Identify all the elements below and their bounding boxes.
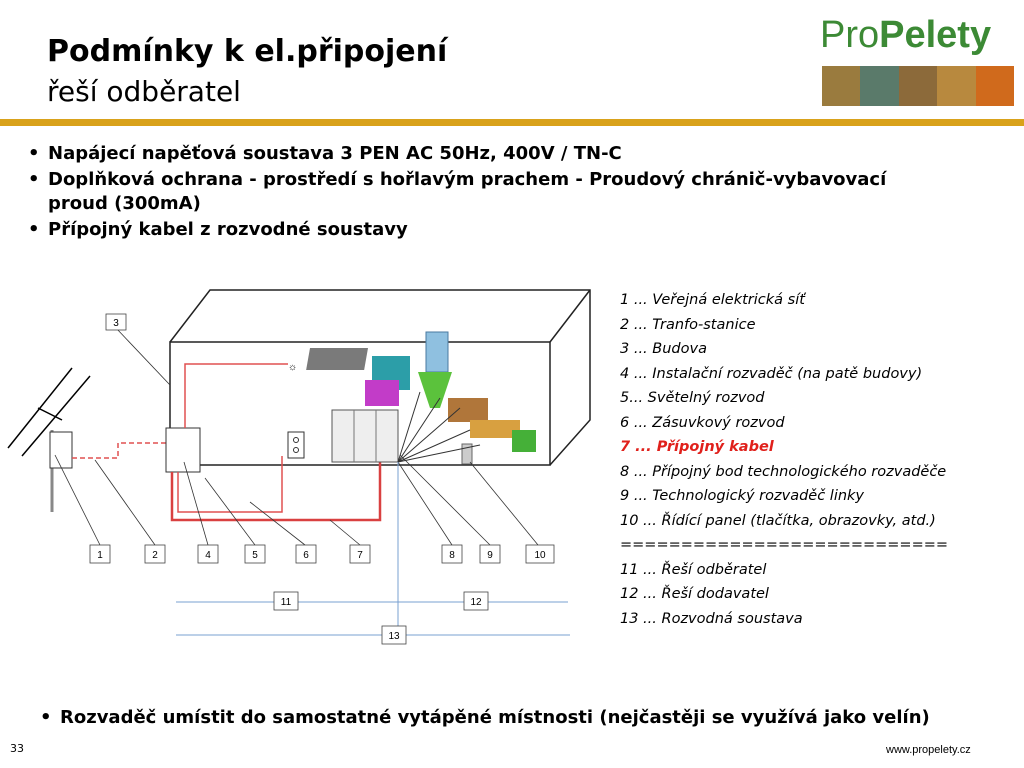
technology-cabinet bbox=[332, 410, 398, 462]
label-10: 10 bbox=[534, 550, 546, 561]
bullet-item: • Přípojný kabel z rozvodné soustavy bbox=[26, 218, 946, 242]
legend-item: 3 ... Budova bbox=[620, 341, 707, 357]
logo-photo-machine bbox=[860, 66, 898, 106]
distribution-box bbox=[166, 428, 200, 472]
label-6: 6 bbox=[303, 550, 309, 561]
page-number: 33 bbox=[10, 742, 24, 755]
logo-photo-fire bbox=[976, 66, 1014, 106]
diagram-legend bbox=[620, 288, 1020, 631]
legend-item: 4 ... Instalační rozvaděč (na patě budovy) bbox=[620, 365, 923, 382]
website-url: www.propelety.cz bbox=[886, 744, 971, 756]
label-9: 9 bbox=[487, 550, 493, 561]
bottom-bullet: • Rozvaděč umístit do samostatné vytápěné místnosti (nejčastěji se využívá jako velín) bbox=[40, 706, 1010, 730]
label-11: 11 bbox=[280, 597, 292, 608]
propelety-logo bbox=[820, 12, 1016, 108]
label-13: 13 bbox=[388, 631, 400, 642]
logo-pro: Pro bbox=[820, 14, 880, 56]
connection-diagram bbox=[0, 280, 600, 650]
logo-photo-strip bbox=[822, 66, 1014, 106]
legend-item: 8 ... Přípojný bod technologického rozvaděče bbox=[620, 463, 947, 480]
label-1: 1 bbox=[97, 550, 103, 561]
slide-subtitle: řeší odběratel bbox=[47, 75, 241, 108]
legend-separator: =========================== bbox=[620, 537, 949, 553]
bullet-item: • Doplňková ochrana - prostředí s hořlavým prachem - Proudový chránič-vybavovací proud (300mA) bbox=[26, 168, 946, 216]
legend-item: 1 ... Veřejná elektrická síť bbox=[620, 292, 805, 308]
logo-pelety: Pelety bbox=[879, 14, 992, 56]
label-2: 2 bbox=[152, 550, 158, 561]
bullet-list bbox=[26, 142, 946, 244]
socket-icon bbox=[288, 432, 304, 458]
legend-item-highlighted: 7 ... Přípojný kabel bbox=[620, 439, 774, 455]
label-3: 3 bbox=[113, 318, 119, 329]
transformer-box bbox=[50, 432, 72, 468]
legend-item: 9 ... Technologický rozvaděč linky bbox=[620, 488, 865, 504]
legend-item: 12 ... Řeší dodavatel bbox=[620, 586, 769, 602]
logo-photo-wood bbox=[937, 66, 975, 106]
legend-item: 11 ... Řeší odběratel bbox=[620, 561, 767, 578]
legend-item: 6 ... Zásuvkový rozvod bbox=[620, 414, 785, 431]
legend-item: 2 ... Tranfo-stanice bbox=[620, 316, 756, 333]
bullet-item: • Napájecí napěťová soustava 3 PEN AC 50Hz, 400V / TN-C bbox=[26, 142, 946, 166]
label-5: 5 bbox=[252, 550, 258, 561]
label-4: 4 bbox=[205, 550, 211, 561]
legend-item: 13 ... Rozvodná soustava bbox=[620, 610, 803, 627]
logo-photo-pellets bbox=[899, 66, 937, 106]
logo-photo-hay bbox=[822, 66, 860, 106]
dimension-lines bbox=[176, 602, 570, 635]
header-divider bbox=[0, 119, 1024, 126]
label-7: 7 bbox=[357, 550, 363, 561]
lighting-circuit bbox=[185, 364, 288, 428]
logo-wordmark bbox=[820, 12, 991, 58]
slide-title: Podmínky k el.připojení bbox=[47, 34, 448, 69]
legend-item: 5... Světelný rozvod bbox=[620, 390, 765, 406]
label-8: 8 bbox=[449, 550, 455, 561]
supply-cable-dashed bbox=[72, 443, 166, 458]
label-12: 12 bbox=[470, 597, 482, 608]
light-icon: ☼ bbox=[288, 362, 298, 373]
power-line-pole bbox=[8, 368, 90, 512]
legend-item: 10 ... Řídící panel (tlačítka, obrazovky, atd.) bbox=[620, 512, 936, 529]
